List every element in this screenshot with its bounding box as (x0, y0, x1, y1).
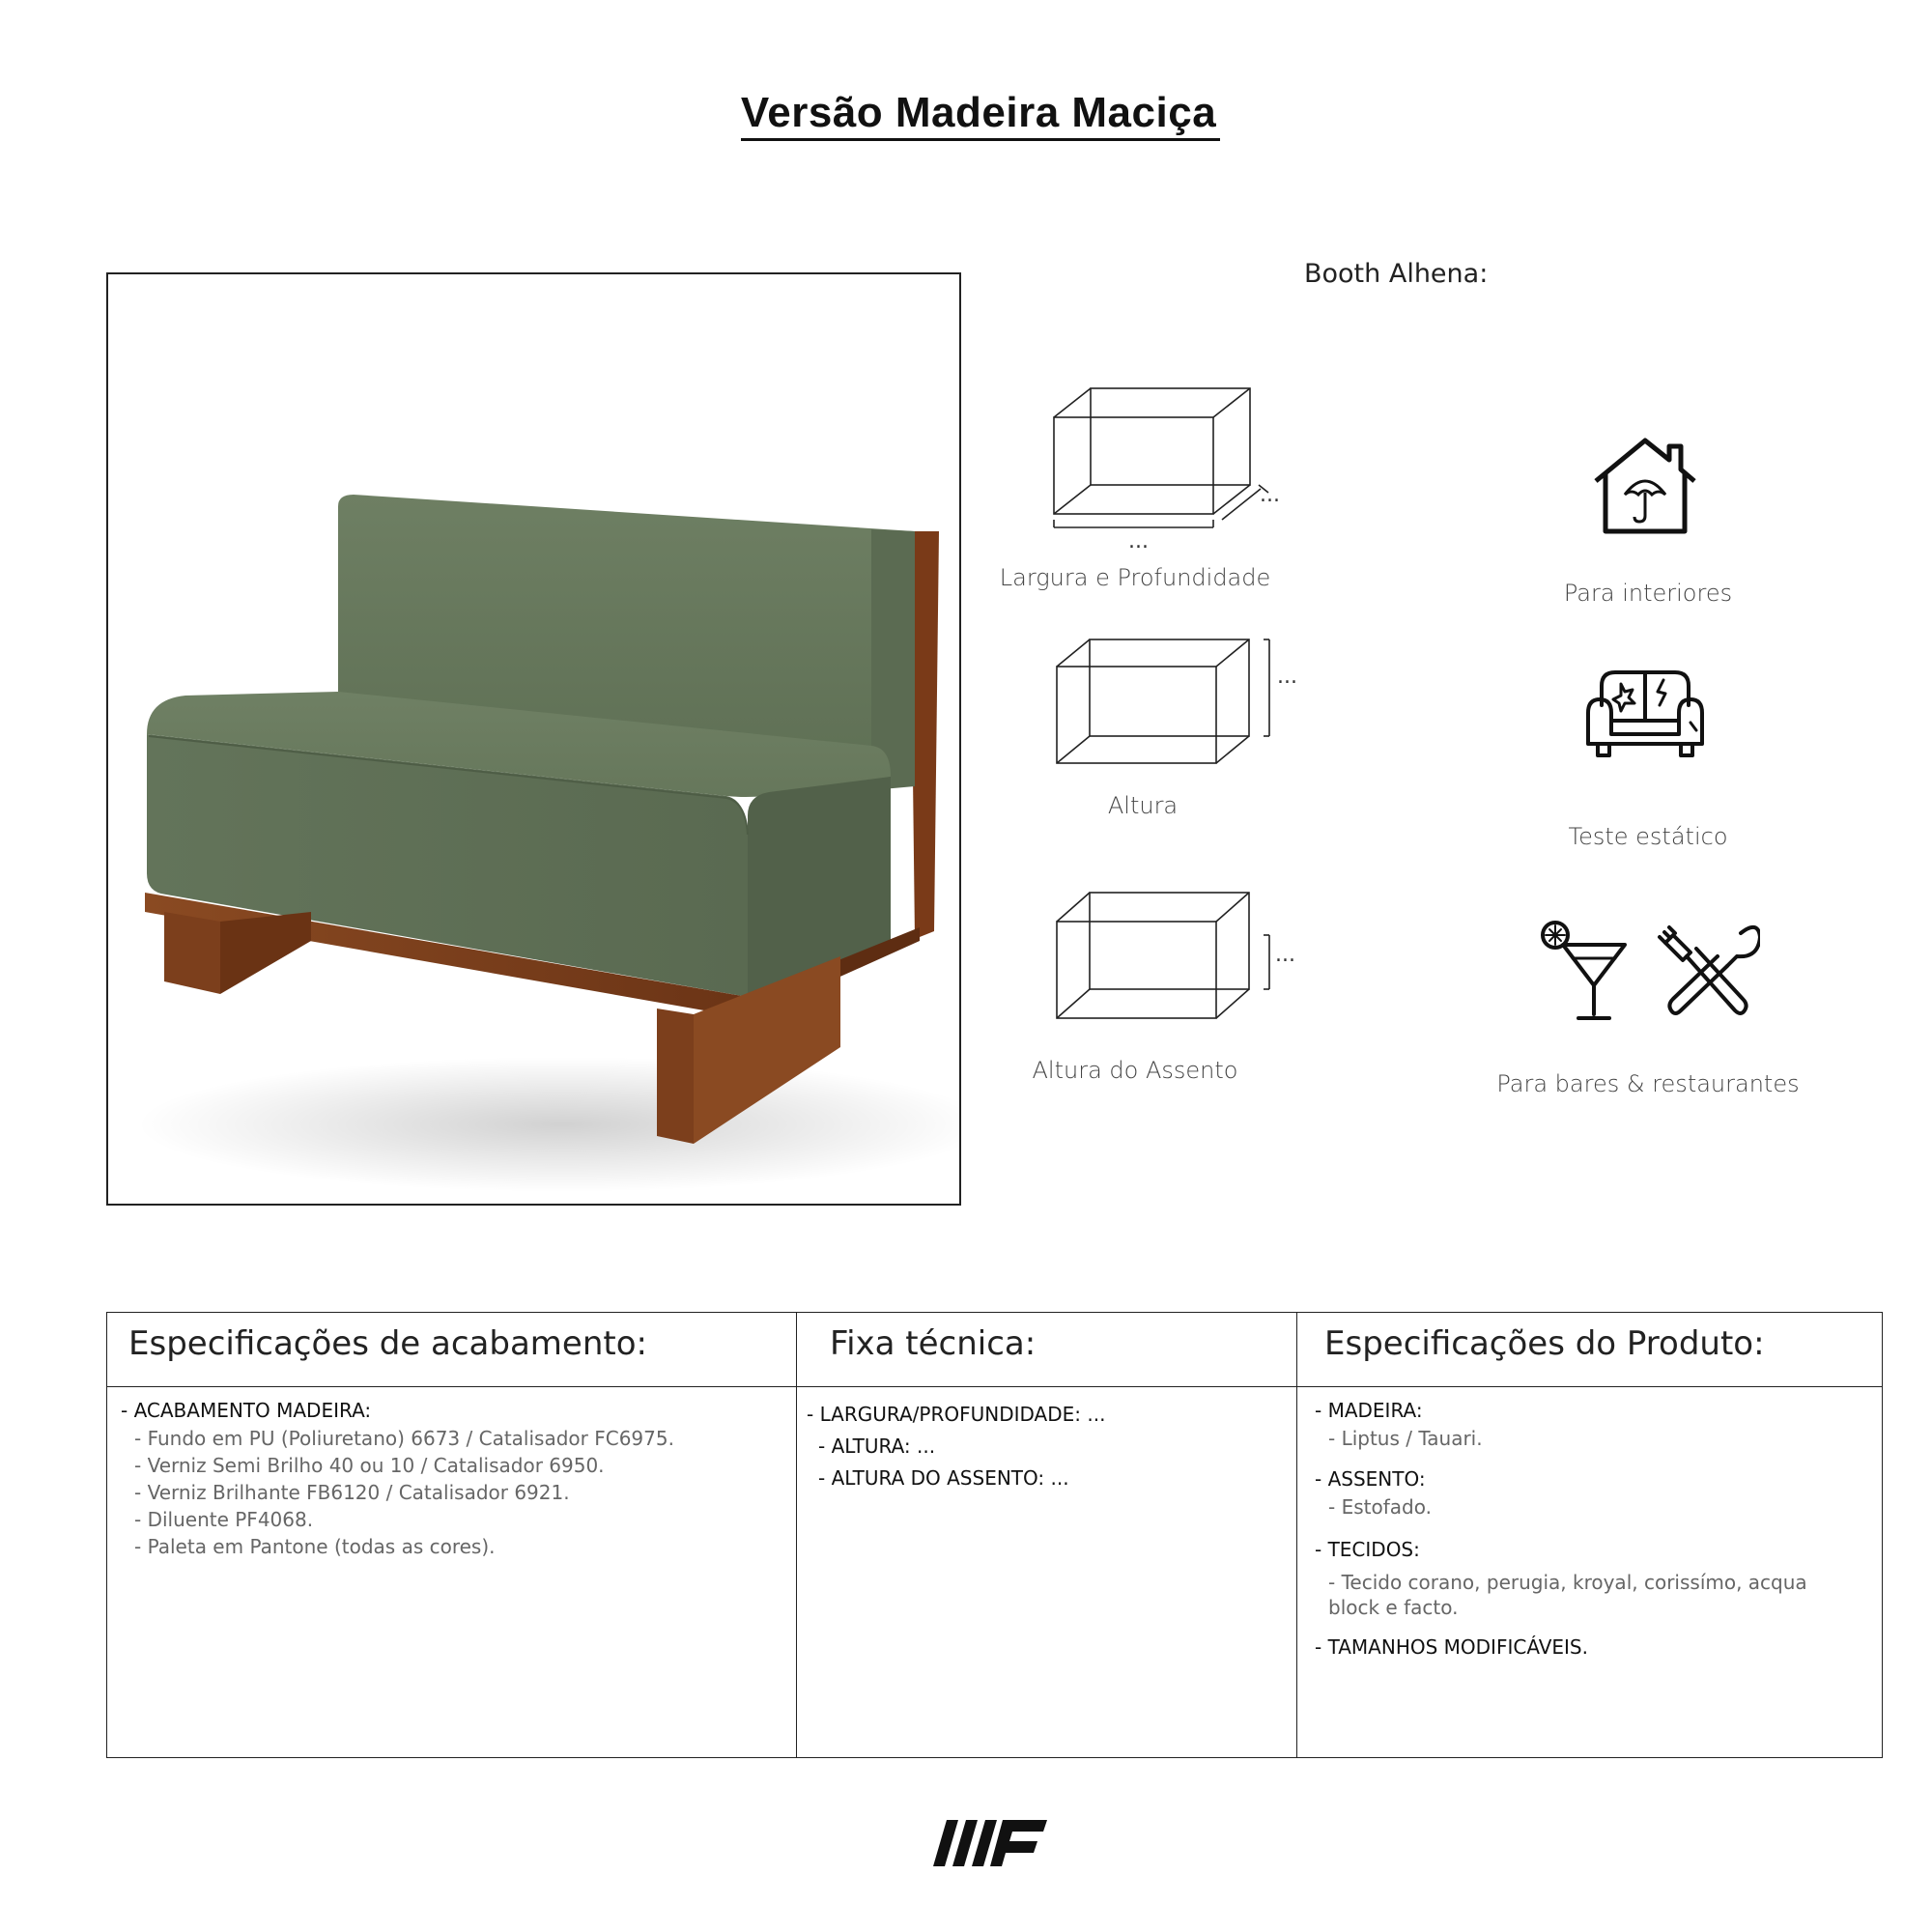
product-name: Booth Alhena: (1304, 259, 1489, 289)
feature-label-bars-restaurants: Para bares & restaurantes (1496, 1070, 1800, 1097)
technical-item-seat-height: - ALTURA DO ASSENTO: ... (818, 1466, 1069, 1490)
damaged-sofa-icon (1584, 667, 1706, 763)
finish-item: - Diluente PF4068. (134, 1508, 314, 1531)
product-spec-heading: Especificações do Produto: (1297, 1313, 1883, 1387)
technical-sheet-cell (797, 1387, 1297, 1758)
finish-spec-heading: Especificações de acabamento: (107, 1313, 797, 1387)
house-umbrella-icon (1592, 435, 1698, 535)
finish-item: - Verniz Semi Brilho 40 ou 10 / Catalisador 6950. (134, 1454, 605, 1477)
cocktail-and-cutlery-icon (1538, 918, 1760, 1024)
product-section-detail: - Estofado. (1328, 1495, 1432, 1519)
depth-value: ... (1260, 483, 1280, 507)
dimension-label-width-depth: Largura e Profundidade (999, 564, 1271, 591)
box-height-icon (1051, 636, 1293, 771)
seat-height-value: ... (1275, 943, 1295, 967)
product-section-title: - ASSENTO: (1315, 1467, 1426, 1491)
technical-item-width-depth: - LARGURA/PROFUNDIDADE: ... (807, 1403, 1106, 1426)
product-section-detail: - Liptus / Tauari. (1328, 1427, 1483, 1450)
finish-item: - Paleta em Pantone (todas as cores). (134, 1535, 496, 1558)
box-seat-height-icon (1051, 887, 1293, 1026)
technical-item-height: - ALTURA: ... (818, 1435, 936, 1458)
finish-item: - Fundo em PU (Poliuretano) 6673 / Catalisador FC6975. (134, 1427, 674, 1450)
finish-spec-cell (107, 1387, 797, 1758)
technical-sheet-heading: Fixa técnica: (797, 1313, 1297, 1387)
dimension-label-seat-height: Altura do Assento (1032, 1057, 1238, 1084)
product-section-title: - TECIDOS: (1315, 1538, 1420, 1561)
product-photo-frame (106, 272, 961, 1206)
specifications-header-row (107, 1313, 1883, 1387)
product-spec-cell (1297, 1387, 1883, 1758)
brand-logo (933, 1818, 1047, 1868)
booth-sofa-image (108, 274, 961, 1206)
feature-label-indoor: Para interiores (1563, 580, 1733, 607)
dimension-label-height: Altura (1107, 792, 1179, 819)
specifications-body-row (107, 1387, 1883, 1758)
width-value: ... (1128, 529, 1149, 554)
feature-label-static-test: Teste estático (1568, 823, 1728, 850)
product-section-detail: - Tecido corano, perugia, kroyal, corissímo, acqua block e facto. (1328, 1571, 1807, 1619)
finish-item: - Verniz Brilhante FB6120 / Catalisador 6921. (134, 1481, 570, 1504)
page-title: Versão Madeira Maciça (0, 89, 1932, 137)
product-section-title: - MADEIRA: (1315, 1399, 1423, 1422)
box-width-depth-icon (1048, 384, 1290, 539)
finish-section-title: - ACABAMENTO MADEIRA: (121, 1399, 372, 1422)
specifications-table (106, 1312, 1883, 1758)
height-value: ... (1277, 665, 1297, 689)
product-section-title: - TAMANHOS MODIFICÁVEIS. (1315, 1635, 1588, 1659)
